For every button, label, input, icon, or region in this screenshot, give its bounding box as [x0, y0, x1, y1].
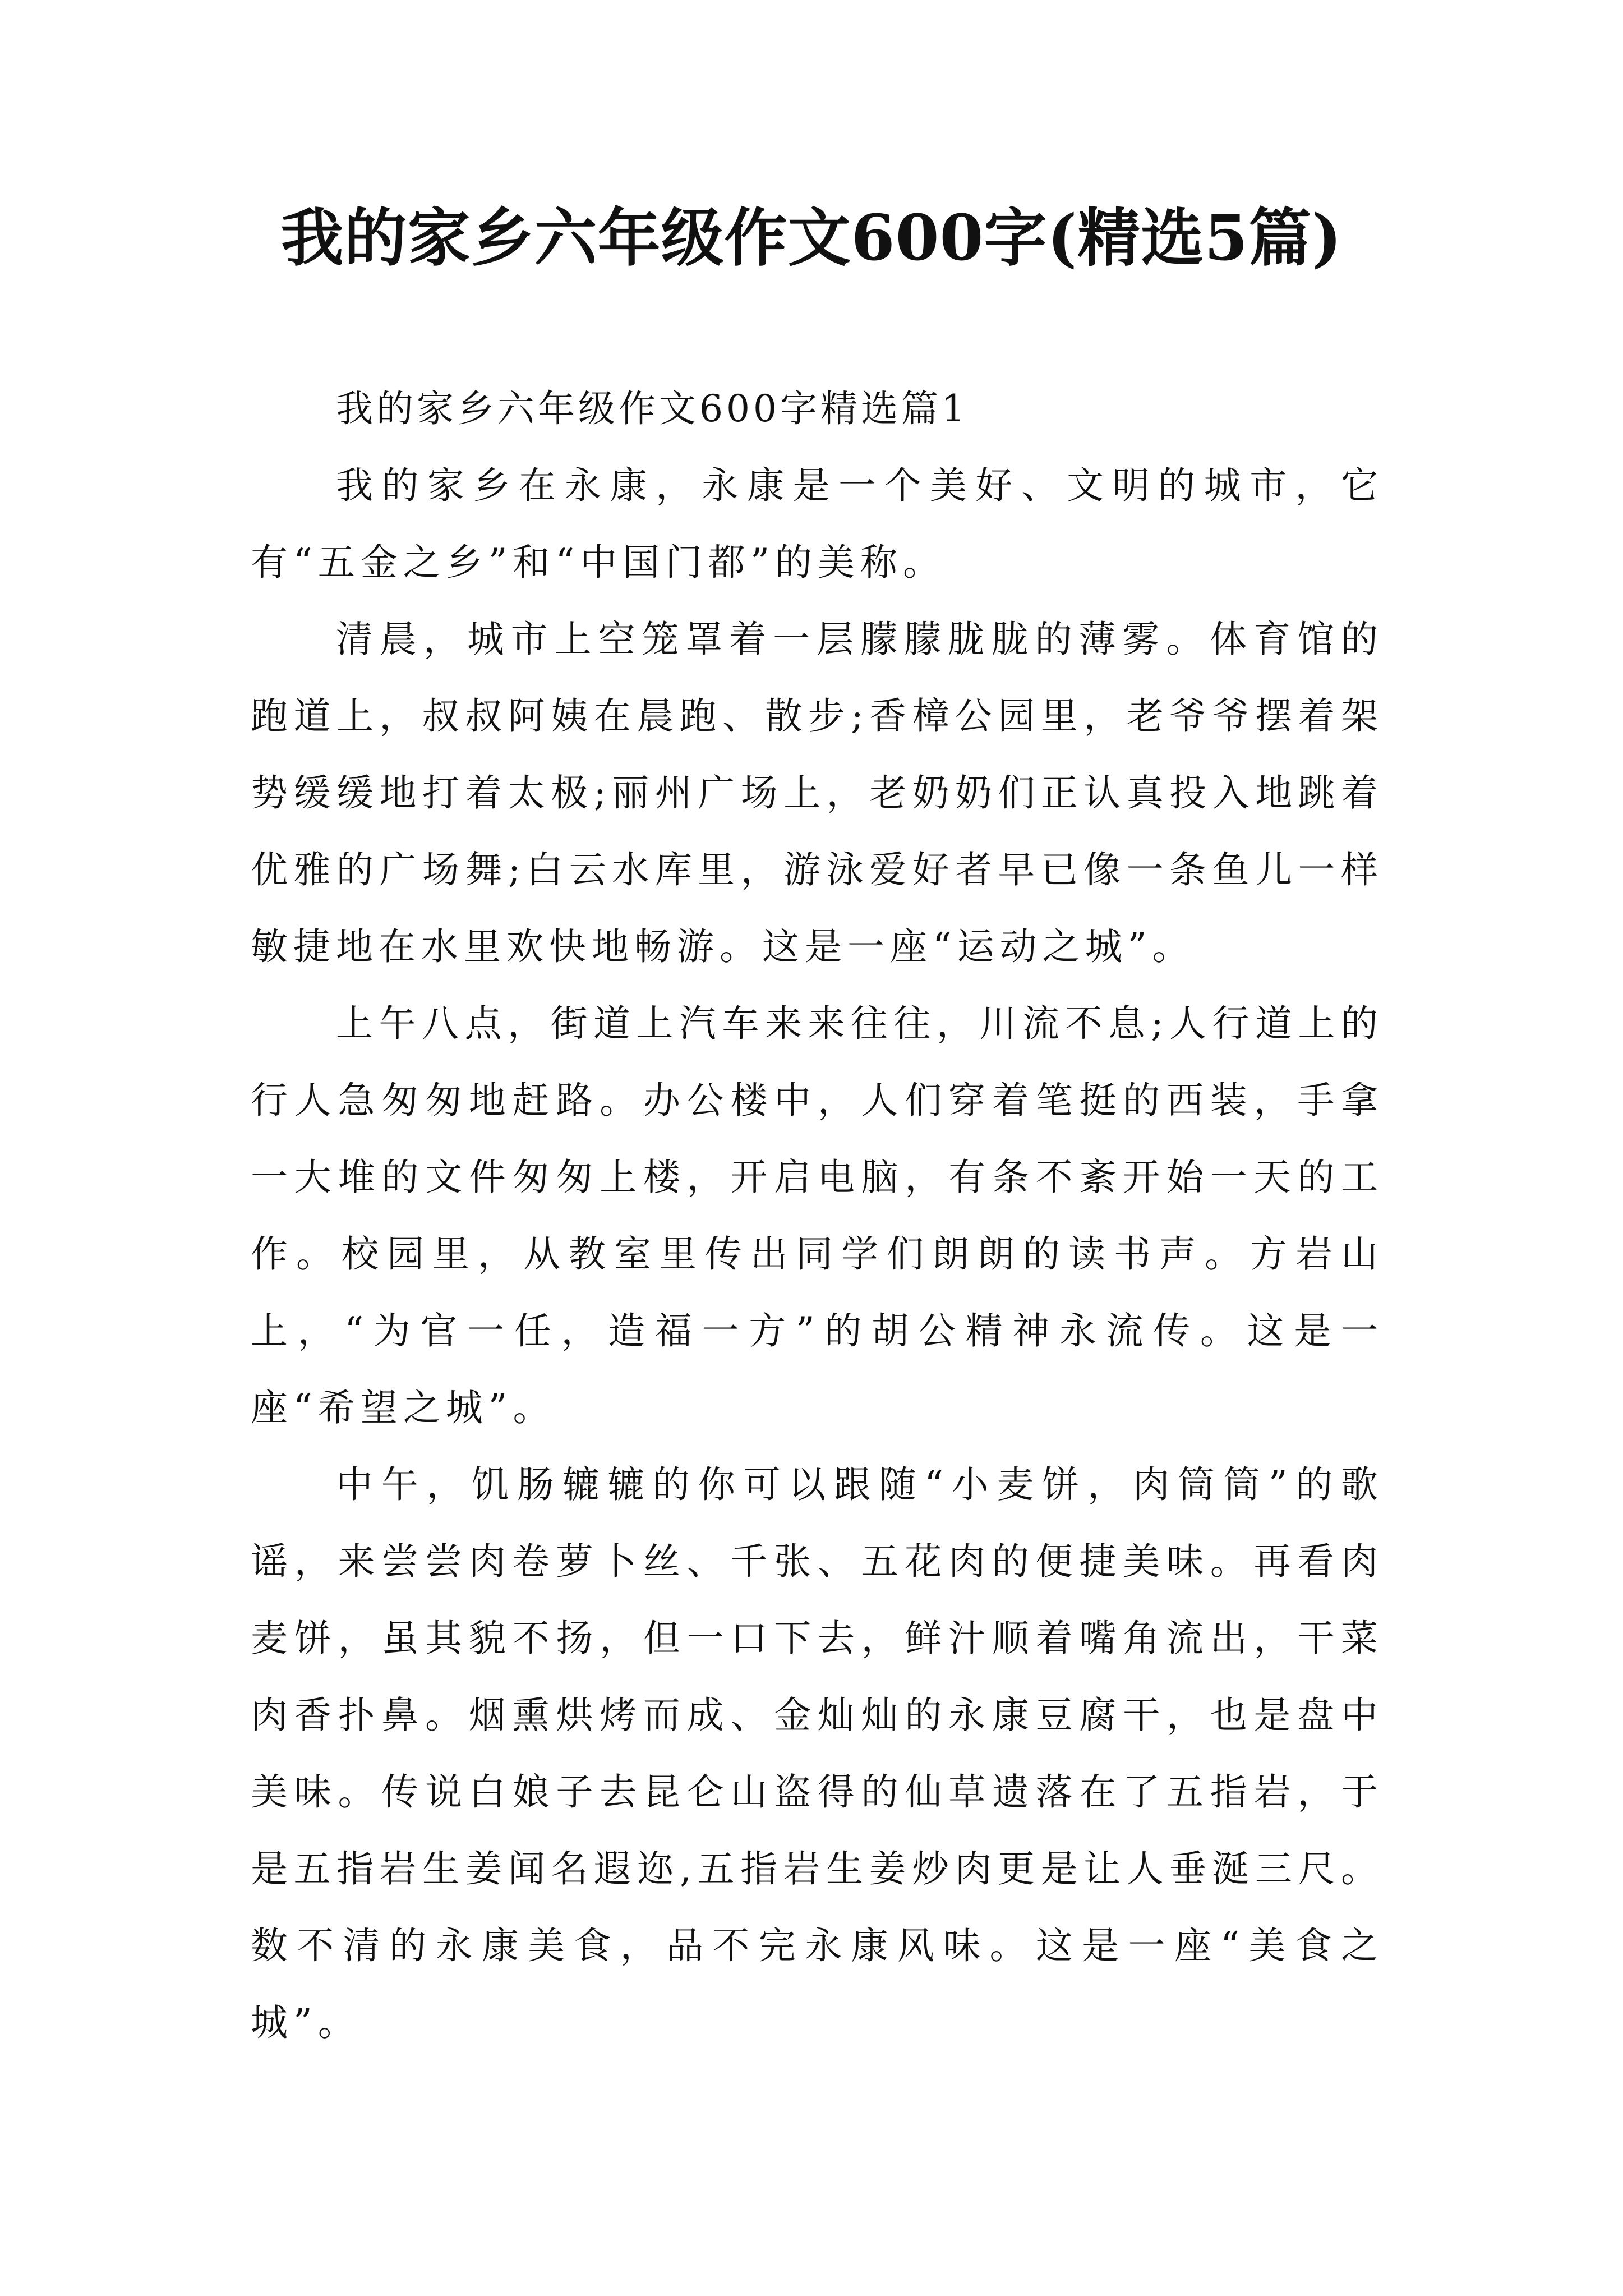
document-title: 我的家乡六年级作文600字(精选5篇) [280, 201, 1343, 275]
paragraph: 中午，饥肠辘辘的你可以跟随“小麦饼，肉筒筒”的歌谣，来尝尝肉卷萝卜丝、千张、五花肉的便捷美味。再看肉麦饼，虽其貌不扬，但一口下去，鲜汁顺着嘴角流出，干菜肉香扑鼻。烟熏烘烤而成、金灿灿的永康豆腐干，也是盘中美味。传说白娘子去昆仑山盗得的仙草遗落在了五指岩，于是五指岩生姜闻名遐迩,五指岩生姜炒肉更是让人垂涎三尺。数不清的永康美食，品不完永康风味。这是一座“美食之城”。 [251, 1463, 1384, 2044]
paragraph: 我的家乡在永康，永康是一个美好、文明的城市，它有“五金之乡”和“中国门都”的美称。 [251, 464, 1384, 584]
section-heading: 我的家乡六年级作文600字精选篇1 [336, 387, 969, 430]
paragraph: 清晨，城市上空笼罩着一层朦朦胧胧的薄雾。体育馆的跑道上，叔叔阿姨在晨跑、散步;香樟公园里，老爷爷摆着架势缓缓地打着太极;丽州广场上，老奶奶们正认真投入地跳着优雅的广场舞;白云水库里，游泳爱好者早已像一条鱼儿一样敏捷地在水里欢快地畅游。这是一座“运动之城”。 [251, 618, 1384, 968]
document-body [251, 370, 1384, 2061]
paragraph: 上午八点，街道上汽车来来往往，川流不息;人行道上的行人急匆匆地赶路。办公楼中，人们穿着笔挺的西装，手拿一大堆的文件匆匆上楼，开启电脑，有条不紊开始一天的工作。校园里，从教室里传出同学们朗朗的读书声。方岩山上，“为官一任，造福一方”的胡公精神永流传。这是一座“希望之城”。 [251, 1002, 1384, 1429]
